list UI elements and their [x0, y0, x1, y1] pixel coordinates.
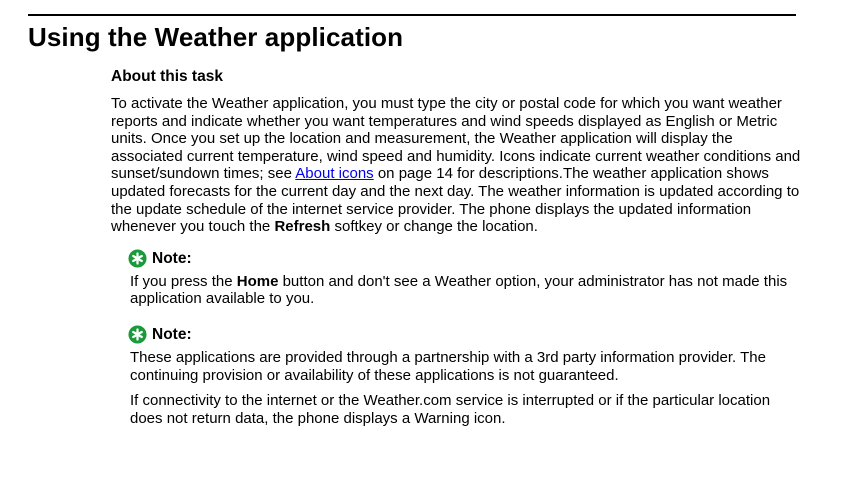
note-label: Note:: [152, 249, 192, 267]
page-title: Using the Weather application: [28, 22, 404, 52]
note-star-icon: [128, 249, 147, 268]
top-rule: [28, 14, 796, 16]
about-task-paragraph: [111, 95, 801, 236]
note-header: [128, 248, 811, 270]
note-text-part-2: button and don't see a Weather option, your administrator has not made this application available to you.: [130, 272, 788, 308]
about-text-part-3: softkey or change the location.: [330, 218, 538, 236]
about-task-heading: About this task: [111, 68, 223, 85]
note-provider-paragraph: These applications are provided through a partnership with a 3rd party information provider. The continuing provision or availability of these applications is not guaranteed.: [130, 348, 766, 384]
about-icons-link[interactable]: About icons: [295, 165, 374, 183]
refresh-softkey-text: Refresh: [274, 218, 331, 236]
note-connectivity-paragraph: If connectivity to the internet or the Weather.com service is interrupted or if the particular location does not return data, the phone displays a Warning icon.: [130, 392, 771, 427]
note-label: Note:: [152, 325, 192, 343]
note-star-icon: [128, 325, 147, 344]
note-text: [130, 273, 802, 308]
about-text-part-1: To activate the Weather application, you must type the city or postal code for which you want weather reports and indicate whether you want temperatures and wind speeds displayed as English or Metric units. Once you set up the location and measurement, the Weather application will display the associated current temperature, wind speed and humidity. Icons indicate current weather conditions and sunset/sundown times; see: [111, 95, 801, 183]
note-third-party: [128, 324, 811, 427]
note-home-button: [128, 248, 811, 308]
home-button-text: Home: [236, 272, 279, 290]
note-text-part-1: If you press the: [130, 272, 237, 290]
about-text-part-2: on page 14 for descriptions.The weather application shows updated forecasts for the current day and the next day. The weather information is updated according to the update schedule of the internet service provider. The phone displays the updated information whenever you touch the: [111, 165, 800, 236]
note-header: [128, 324, 811, 346]
task-content: [111, 67, 811, 427]
